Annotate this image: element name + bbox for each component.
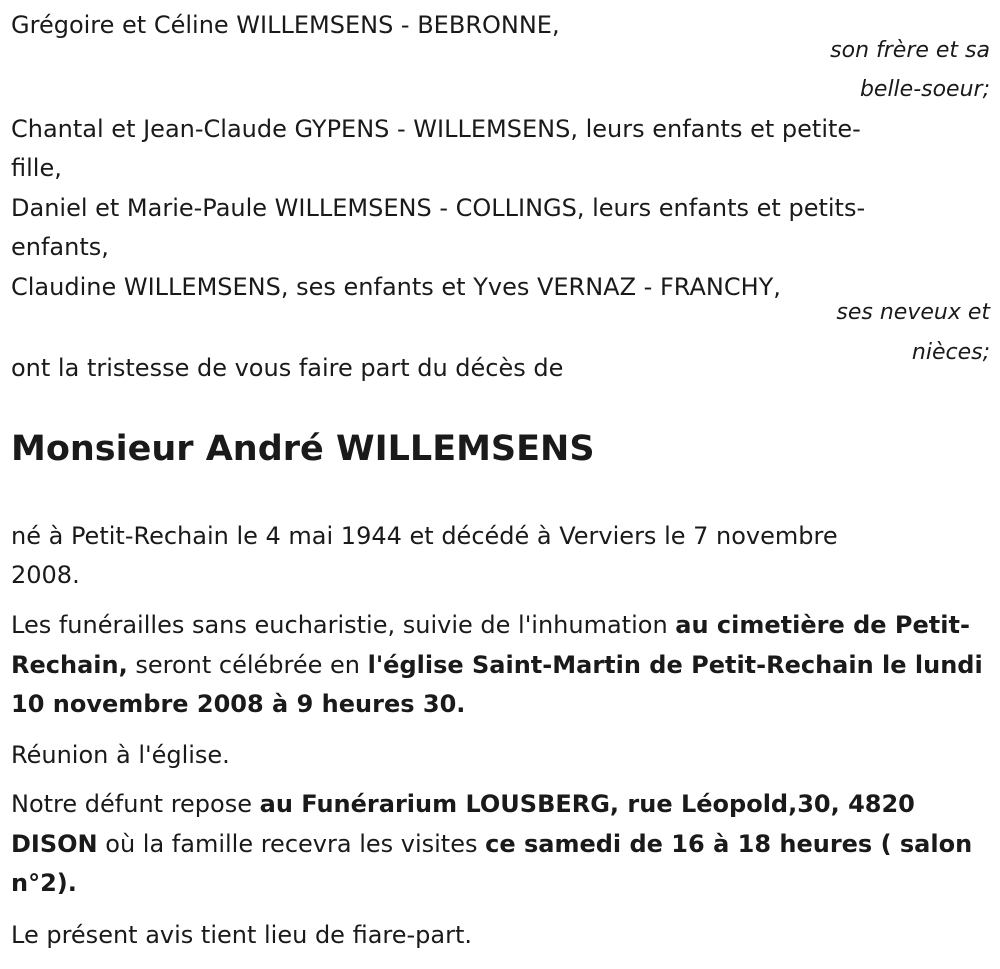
deceased-name: Monsieur André WILLEMSENS bbox=[11, 429, 595, 469]
relation-sibling-line-2: belle-soeur; bbox=[859, 77, 990, 102]
funeral-cemetery: au cimetière de Petit-Rechain, bbox=[11, 611, 970, 679]
repose-funerarium: au Funérarium LOUSBERG, rue Léopold,30, 4820 DISON bbox=[11, 790, 915, 858]
family-line-3b: enfants, bbox=[11, 233, 109, 261]
closing-text: Le présent avis tient lieu de fiare-part. bbox=[11, 921, 473, 949]
funeral-church-date: l'église Saint-Martin de Petit-Rechain le lundi 10 novembre 2008 à 9 heures 30. bbox=[11, 650, 983, 718]
repose-text-1: Notre défunt repose bbox=[11, 790, 260, 818]
announcement-text: ont la tristesse de vous faire part du décès de bbox=[11, 354, 564, 382]
family-line-4: Claudine WILLEMSENS, ses enfants et Yves VERNAZ - FRANCHY, bbox=[11, 273, 781, 301]
reunion-text: Réunion à l'église. bbox=[11, 741, 230, 769]
repose-text-2: où la famille recevra les visites bbox=[97, 829, 486, 858]
funeral-text-2: seront célébrée en bbox=[127, 650, 368, 679]
family-line-2b: fille, bbox=[11, 154, 62, 182]
family-line-1: Grégoire et Céline WILLEMSENS - BEBRONNE, bbox=[11, 11, 560, 39]
relation-nephews-line-2: nièces; bbox=[911, 340, 990, 365]
funeral-text-1: Les funérailles sans eucharistie, suivie de l'inhumation bbox=[11, 611, 676, 639]
repose-visiting-hours: ce samedi de 16 à 18 heures ( salon n°2). bbox=[11, 829, 973, 897]
relation-sibling-line-1: son frère et sa bbox=[830, 38, 990, 63]
birth-death-line-1: né à Petit-Rechain le 4 mai 1944 et décédé à Verviers le 7 novembre bbox=[11, 522, 838, 550]
funeral-paragraph bbox=[11, 606, 993, 725]
relation-nephews-line-1: ses neveux et bbox=[836, 300, 990, 325]
family-line-3a: Daniel et Marie-Paule WILLEMSENS - COLLINGS, leurs enfants et petits- bbox=[11, 194, 866, 222]
family-line-2a: Chantal et Jean-Claude GYPENS - WILLEMSENS, leurs enfants et petite- bbox=[11, 115, 861, 143]
repose-paragraph bbox=[11, 785, 993, 904]
birth-death-line-2: 2008. bbox=[11, 561, 80, 589]
